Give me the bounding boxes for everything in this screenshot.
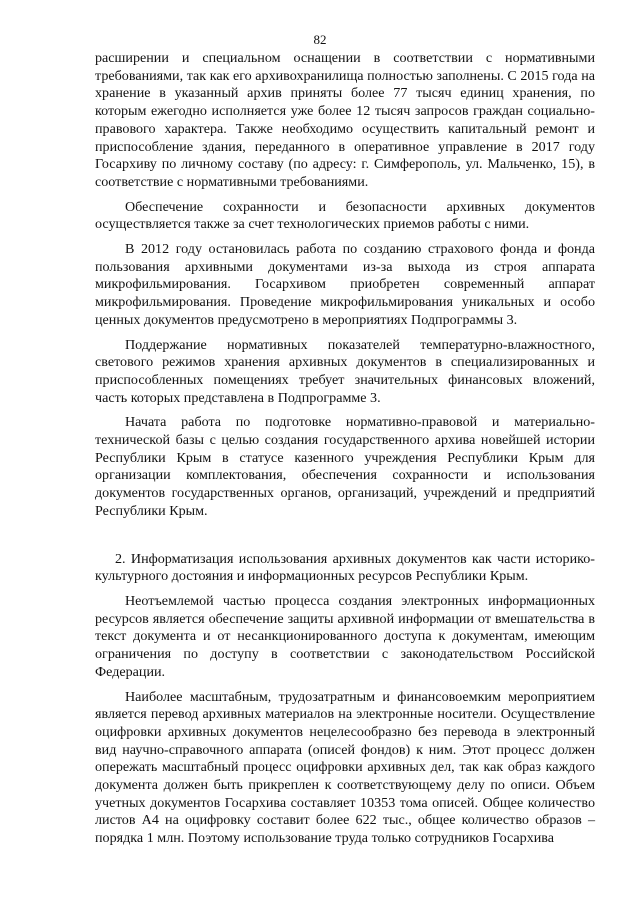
paragraph-document-safety: Обеспечение сохранности и безопасности архивных документов осуществляется также за счет технологических приемов работы с ними. (95, 198, 595, 233)
paragraph-archive-expansion: расширении и специальном оснащении в соответствии с нормативными требованиями, так как его архивохранилища полностью заполнены. С 2015 года на хранение в указанный архив приняты более 77 тысяч единиц хранения, по которым ежегодно исполняется уже более 12 тысяч запросов граждан социально-правового характера. Также необходимо осуществить капитальный ремонт и приспособление здания, переданного в оперативное управление в 2017 году Госархиву по личному составу (по адресу: г. Симферополь, ул. Мальченко, 15), в соответствие с нормативными требованиями. (95, 50, 595, 190)
paragraph-microfilming: В 2012 году остановилась работа по созданию страхового фонда и фонда пользования архивными документами из-за выхода из строя аппарата микрофильмирования. Госархивом приобретен современный аппарат микрофильмирования. Проведение микрофильмирования уникальных и особо ценных документов предусмотрено в мероприятиях Подпрограммы 3. (95, 241, 595, 328)
paragraph-digitization: Наиболее масштабным, трудозатратным и финансовоемким мероприятием является перевод архивных материалов на электронные носители. Осуществление оцифровки архивных документов нецелесообразно без перевода в электронный вид научно-справочного аппарата (описей фондов) к ним. Этот процесс должен опережать масштабный процесс оцифровки архивных дел, так как образ каждого документа должен быть прикреплен к соответствующему делу по описи. Объем учетных документов Госархива составляет 10353 тома описей. Общее количество листов А4 на оцифровку составит более 622 тыс., общее количество образов – порядка 1 млн. Поэтому использование труда только сотрудников Госархива (95, 688, 595, 847)
paragraph-storage-conditions: Поддержание нормативных показателей температурно-влажностного, светового режимов хранения архивных документов в специализированных и приспособленных помещениях требует значительных финансовых вложений, часть которых представлена в Подпрограмме 3. (95, 336, 595, 406)
paragraph-information-protection: Неотъемлемой частью процесса создания электронных информационных ресурсов является обеспечение защиты архивной информации от вмешательства в текст документа и от несанкционированного доступа к документам, имеющим ограничения по доступу в соответствии с законодательством Российской Федерации. (95, 592, 595, 680)
page-number: 82 (313, 32, 327, 47)
document-body (95, 50, 595, 848)
section-heading-informatization: 2. Информатизация использования архивных документов как части историко-культурного достояния и информационных ресурсов Республики Крым. (95, 550, 595, 585)
paragraph-new-archive: Начата работа по подготовке нормативно-правовой и материально-технической базы с целью создания государственного архива новейшей истории Республики Крым в статусе казенного учреждения Республики Крым для организации комплектования, обеспечения сохранности и использования документов государственных органов, организаций, учреждений и предприятий Республики Крым. (95, 414, 595, 519)
